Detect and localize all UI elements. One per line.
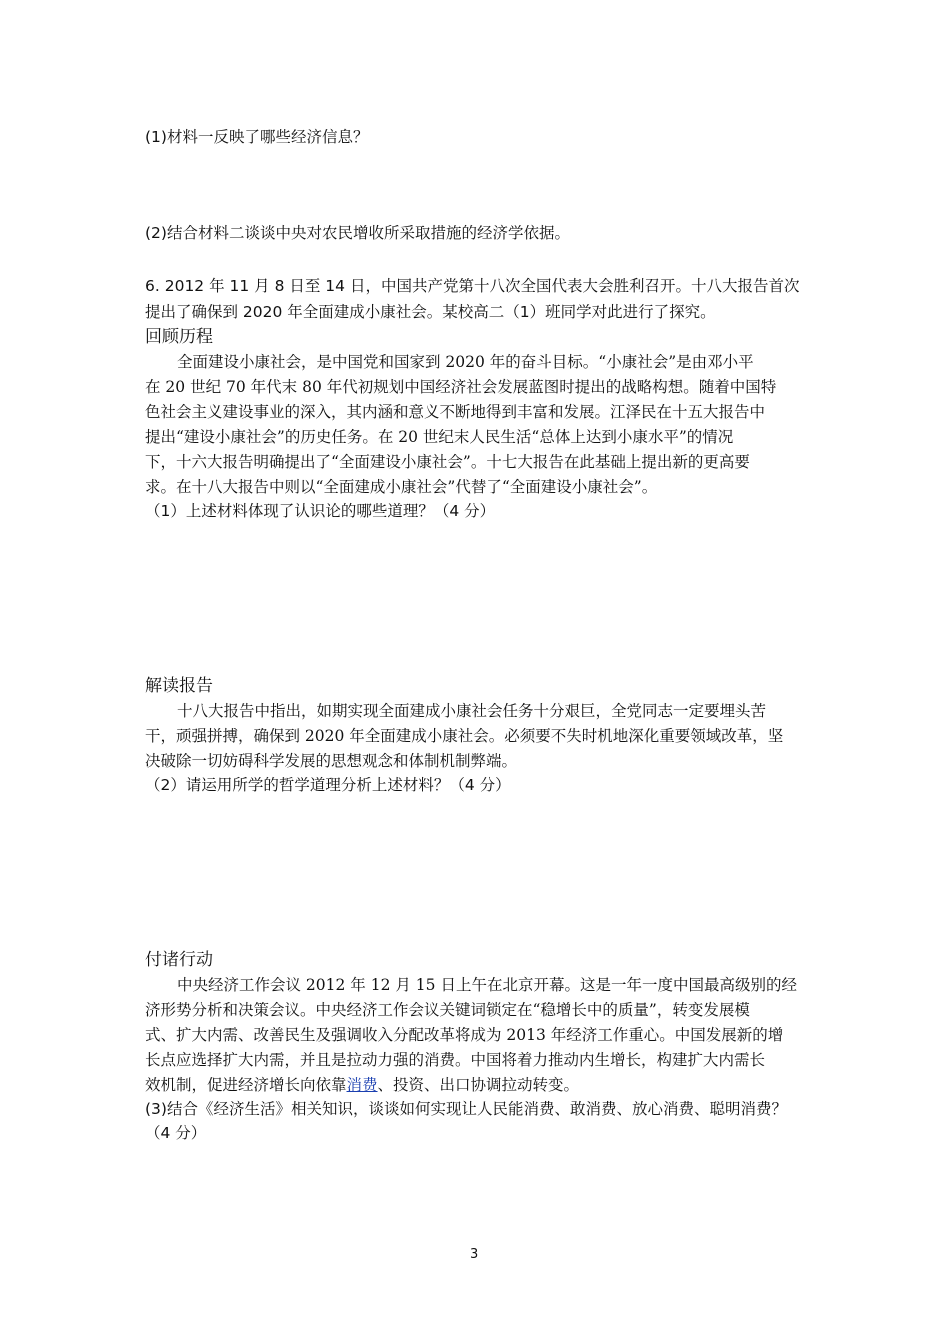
q6-intro-line-1: 6. 2012 年 11 月 8 日至 14 日，中国共产党第十八次全国代表大会胜利召开。十八大报告首次	[145, 277, 800, 295]
page-number: 3	[470, 1247, 479, 1262]
section1-line: 提出“建设小康社会”的历史任务。在 20 世纪末人民生活“总体上达到小康水平”的情况	[145, 428, 734, 446]
section3-line: 长点应选择扩大内需，并且是拉动力强的消费。中国将着力推动内生增长，构建扩大内需长	[145, 1051, 766, 1069]
section3-line: 式、扩大内需、改善民生及强调收入分配改革将成为 2013 年经济工作重心。中国发展新的增	[145, 1026, 784, 1044]
section-heading-action: 付诸行动	[145, 950, 213, 970]
section2-line: 十八大报告中指出，如期实现全面建成小康社会任务十分艰巨，全党同志一定要埋头苦	[177, 702, 767, 720]
section3-last-line-after: 、投资、出口协调拉动转变。	[377, 1076, 580, 1094]
section-heading-review: 回顾历程	[145, 327, 213, 347]
question-1: (1)材料一反映了哪些经济信息？	[145, 128, 369, 146]
section2-line: 决破除一切妨碍科学发展的思想观念和体制机制弊端。	[145, 752, 518, 770]
section1-line: 下，十六大报告明确提出了“全面建设小康社会”。十七大报告在此基础上提出新的更高要	[145, 453, 750, 471]
section3-last-line-before: 效机制，促进经济增长向依靠	[145, 1076, 347, 1094]
section1-line: 全面建设小康社会，是中国党和国家到 2020 年的奋斗目标。“小康社会”是由邓小平	[177, 353, 754, 371]
section3-last-line	[145, 1072, 579, 1098]
section3-line: 济形势分析和决策会议。中央经济工作会议关键词锁定在“稳增长中的质量”，转变发展模	[145, 1001, 750, 1019]
section1-line: 在 20 世纪 70 年代末 80 年代初规划中国经济社会发展蓝图时提出的战略构想。随着中国特	[145, 378, 777, 396]
consumption-link[interactable]: 消费	[346, 1076, 378, 1094]
section2-line: 干，顽强拼搏，确保到 2020 年全面建成小康社会。必须要不失时机地深化重要领域改革，坚	[145, 727, 784, 745]
section-heading-interpret: 解读报告	[145, 676, 213, 696]
section1-line: 色社会主义建设事业的深入，其内涵和意义不断地得到丰富和发展。江泽民在十五大报告中	[145, 403, 766, 421]
section3-question-line-2: （4 分）	[145, 1124, 207, 1142]
section3-question-line-1: (3)结合《经济生活》相关知识，谈谈如何实现让人民能消费、敢消费、放心消费、聪明消费？	[145, 1100, 787, 1118]
section1-line: 求。在十八大报告中则以“全面建成小康社会”代替了“全面建设小康社会”。	[145, 478, 658, 496]
section2-question: （2）请运用所学的哲学道理分析上述材料？（4 分）	[145, 776, 511, 794]
section1-question: （1）上述材料体现了认识论的哪些道理？（4 分）	[145, 502, 496, 520]
section3-line: 中央经济工作会议 2012 年 12 月 15 日上午在北京开幕。这是一年一度中国最高级别的经	[177, 976, 797, 994]
q6-intro-line-2: 提出了确保到 2020 年全面建成小康社会。某校高二（1）班同学对此进行了探究。	[145, 303, 716, 321]
question-2: (2)结合材料二谈谈中央对农民增收所采取措施的经济学依据。	[145, 224, 570, 242]
